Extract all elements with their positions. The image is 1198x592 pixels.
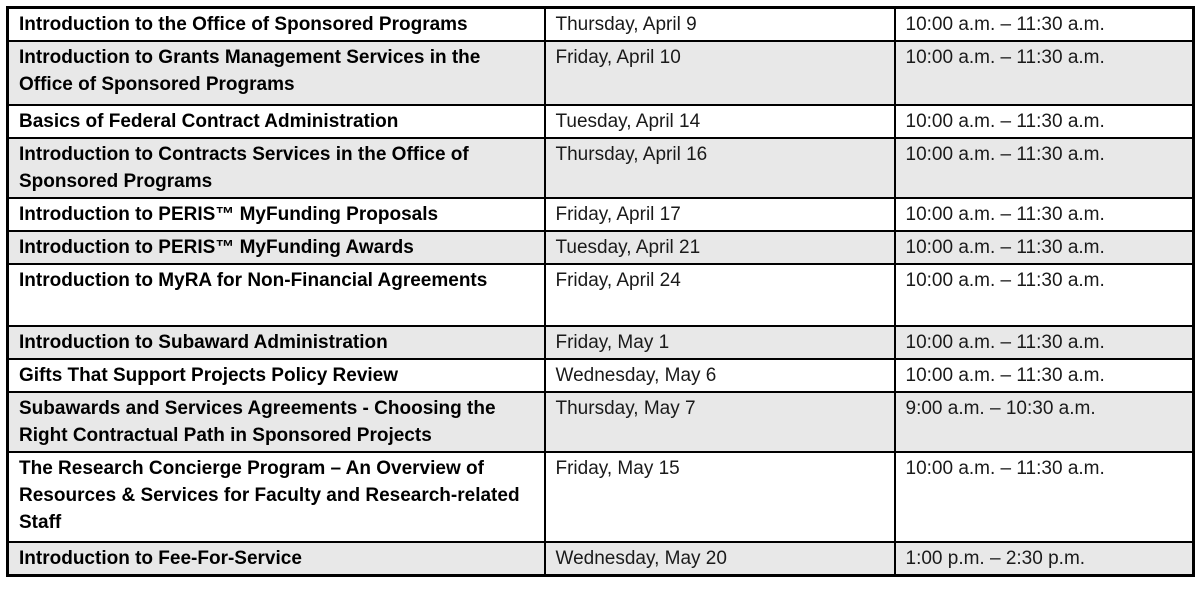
table-row bbox=[8, 452, 1194, 542]
session-date-cell: Thursday, May 7 bbox=[545, 392, 895, 452]
table-row bbox=[8, 41, 1194, 105]
session-time-cell: 10:00 a.m. – 11:30 a.m. bbox=[895, 105, 1194, 138]
session-title-cell: The Research Concierge Program – An Overview of Resources & Services for Faculty and Research-related Staff bbox=[8, 452, 545, 542]
session-time-cell: 10:00 a.m. – 11:30 a.m. bbox=[895, 198, 1194, 231]
session-title-cell: Introduction to Subaward Administration bbox=[8, 326, 545, 359]
session-date-cell: Friday, April 24 bbox=[545, 264, 895, 326]
session-time-cell: 10:00 a.m. – 11:30 a.m. bbox=[895, 231, 1194, 264]
session-time-cell: 1:00 p.m. – 2:30 p.m. bbox=[895, 542, 1194, 576]
session-date-cell: Tuesday, April 21 bbox=[545, 231, 895, 264]
session-title-cell: Introduction to PERIS™ MyFunding Awards bbox=[8, 231, 545, 264]
session-time-cell: 10:00 a.m. – 11:30 a.m. bbox=[895, 138, 1194, 198]
session-time-cell: 10:00 a.m. – 11:30 a.m. bbox=[895, 264, 1194, 326]
table-row bbox=[8, 542, 1194, 576]
session-date-cell: Wednesday, May 20 bbox=[545, 542, 895, 576]
table-row bbox=[8, 138, 1194, 198]
session-title-cell: Introduction to MyRA for Non-Financial Agreements bbox=[8, 264, 545, 326]
session-date-cell: Thursday, April 16 bbox=[545, 138, 895, 198]
session-time-cell: 10:00 a.m. – 11:30 a.m. bbox=[895, 41, 1194, 105]
table-row bbox=[8, 392, 1194, 452]
session-time-cell: 10:00 a.m. – 11:30 a.m. bbox=[895, 452, 1194, 542]
session-date-cell: Wednesday, May 6 bbox=[545, 359, 895, 392]
table-row bbox=[8, 105, 1194, 138]
table-row bbox=[8, 198, 1194, 231]
session-title-cell: Introduction to Fee-For-Service bbox=[8, 542, 545, 576]
session-title-cell: Gifts That Support Projects Policy Review bbox=[8, 359, 545, 392]
session-title-cell: Introduction to Contracts Services in the Office of Sponsored Programs bbox=[8, 138, 545, 198]
table-row bbox=[8, 359, 1194, 392]
session-date-cell: Friday, May 1 bbox=[545, 326, 895, 359]
table-row bbox=[8, 264, 1194, 326]
session-date-cell: Tuesday, April 14 bbox=[545, 105, 895, 138]
table-row bbox=[8, 8, 1194, 42]
table-row bbox=[8, 231, 1194, 264]
session-time-cell: 10:00 a.m. – 11:30 a.m. bbox=[895, 359, 1194, 392]
session-date-cell: Friday, April 17 bbox=[545, 198, 895, 231]
session-title-cell: Introduction to the Office of Sponsored Programs bbox=[8, 8, 545, 42]
session-title-cell: Introduction to Grants Management Services in the Office of Sponsored Programs bbox=[8, 41, 545, 105]
training-schedule-table bbox=[6, 6, 1195, 577]
session-date-cell: Friday, April 10 bbox=[545, 41, 895, 105]
session-time-cell: 10:00 a.m. – 11:30 a.m. bbox=[895, 8, 1194, 42]
table-row bbox=[8, 326, 1194, 359]
session-time-cell: 9:00 a.m. – 10:30 a.m. bbox=[895, 392, 1194, 452]
session-title-cell: Basics of Federal Contract Administration bbox=[8, 105, 545, 138]
session-title-cell: Introduction to PERIS™ MyFunding Proposals bbox=[8, 198, 545, 231]
session-date-cell: Thursday, April 9 bbox=[545, 8, 895, 42]
session-time-cell: 10:00 a.m. – 11:30 a.m. bbox=[895, 326, 1194, 359]
schedule-table-body bbox=[8, 8, 1194, 576]
session-title-cell: Subawards and Services Agreements - Choosing the Right Contractual Path in Sponsored Projects bbox=[8, 392, 545, 452]
session-date-cell: Friday, May 15 bbox=[545, 452, 895, 542]
